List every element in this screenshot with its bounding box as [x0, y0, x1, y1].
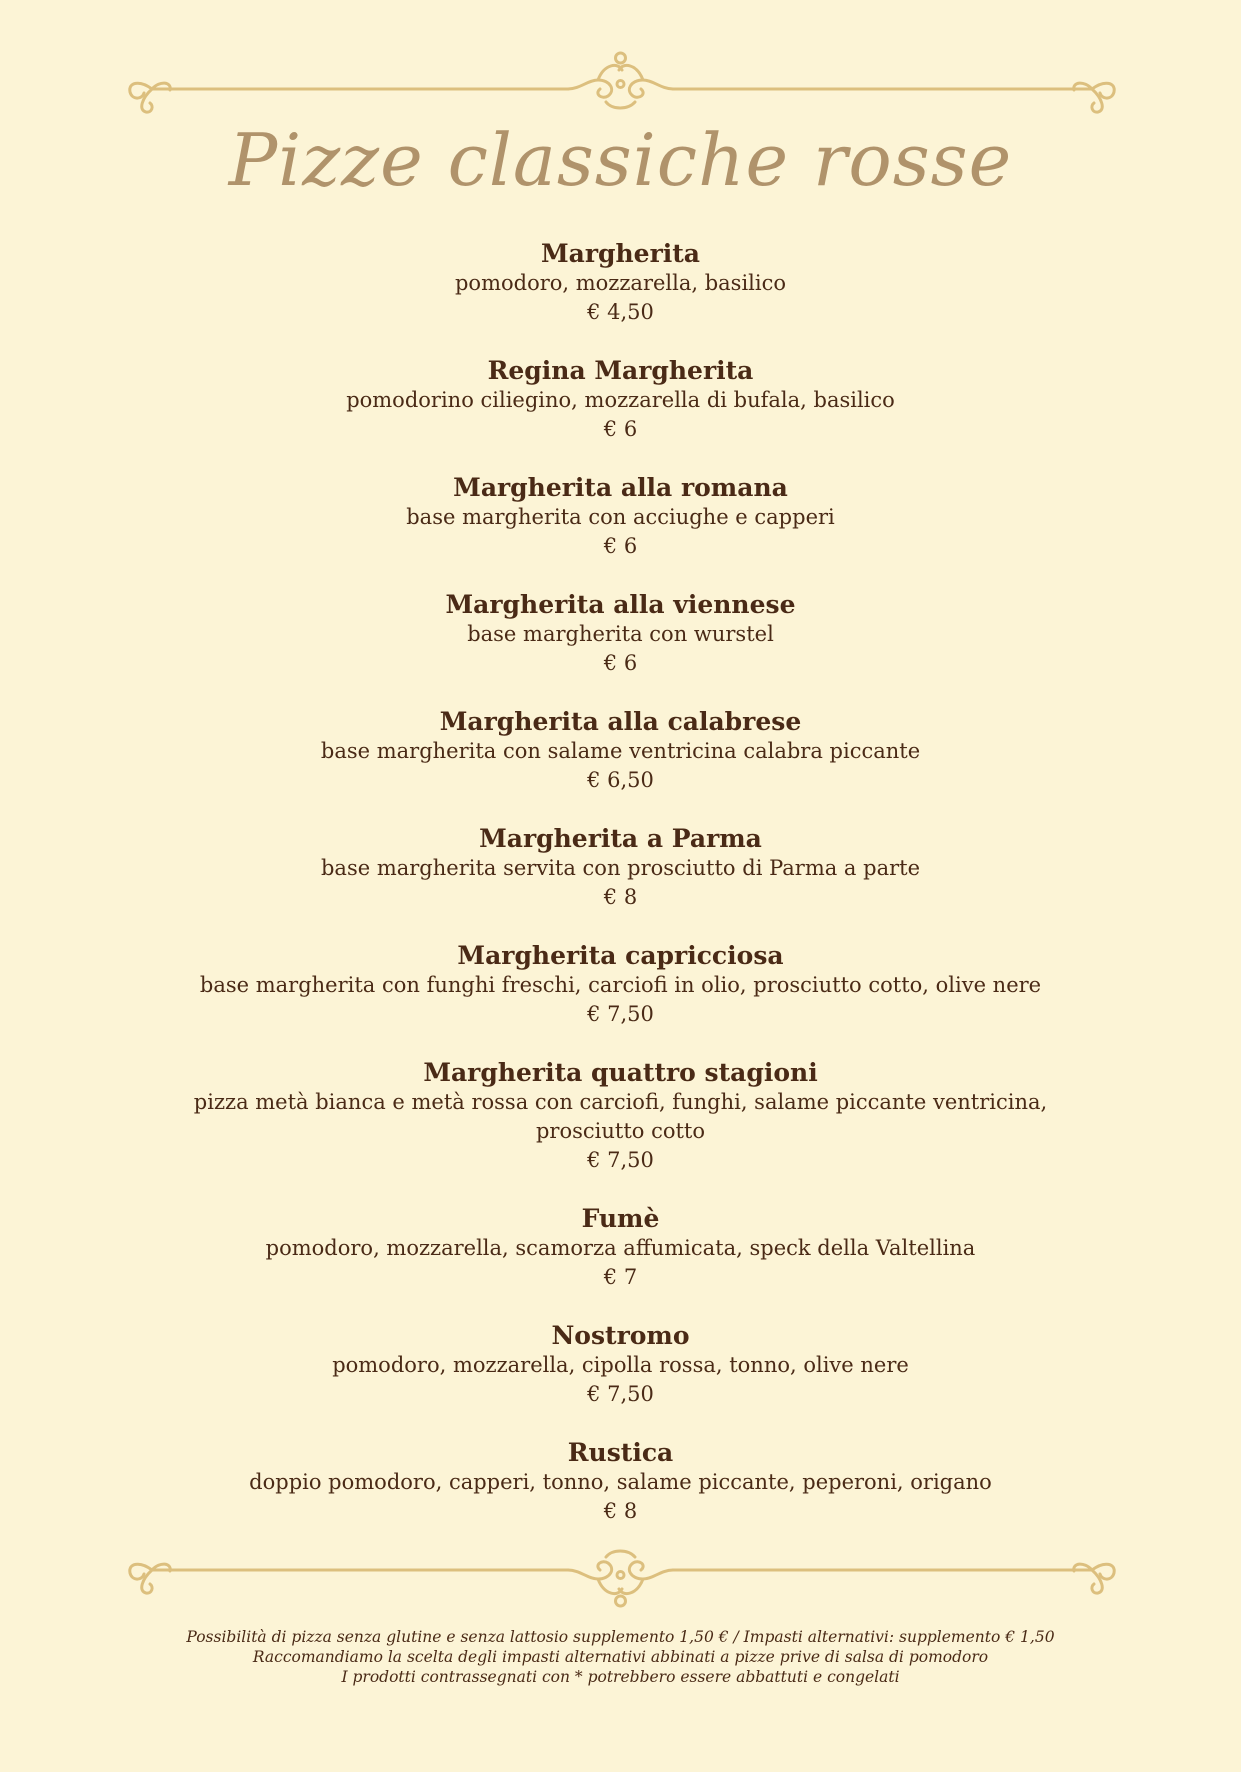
- item-description: pomodoro, mozzarella, cipolla rossa, tonno, olive nere: [332, 1353, 909, 1377]
- footer-note: Raccomandiamo la scelta degli impasti alternativi abbinati a pizze prive di salsa di pomodoro: [252, 1648, 989, 1666]
- item-name: Regina Margherita: [487, 356, 754, 385]
- item-name: Margherita alla viennese: [445, 590, 796, 619]
- item-description: base margherita con acciughe e capperi: [406, 505, 835, 529]
- item-price: € 7,50: [587, 1002, 654, 1026]
- item-price: € 6: [603, 417, 638, 441]
- menu-item: [0, 1437, 1241, 1526]
- item-name: Margherita: [540, 239, 701, 268]
- item-description: base margherita con salame ventricina calabra piccante: [320, 739, 921, 763]
- item-description: base margherita con funghi freschi, carciofi in olio, prosciutto cotto, olive nere: [199, 973, 1042, 997]
- item-price: € 7: [603, 1265, 638, 1289]
- menu-item: [0, 823, 1241, 912]
- scroll-divider-icon: [0, 40, 1241, 130]
- menu-item: [0, 238, 1241, 327]
- item-name: Rustica: [567, 1438, 674, 1467]
- item-name: Nostromo: [551, 1321, 690, 1350]
- footer-note: Possibilità di pizza senza glutine e senza lattosio supplemento 1,50 € / Impasti alternativi: supplemento € 1,50: [186, 1628, 1055, 1646]
- menu-item: [0, 940, 1241, 1029]
- item-description: pomodorino ciliegino, mozzarella di bufala, basilico: [346, 388, 895, 412]
- item-description: pomodoro, mozzarella, scamorza affumicata, speck della Valtellina: [265, 1236, 976, 1260]
- scroll-divider-icon: [0, 1540, 1241, 1630]
- menu-item: [0, 472, 1241, 561]
- footer-note: I prodotti contrassegnati con * potrebbero essere abbattuti e congelati: [341, 1668, 900, 1686]
- menu-item: [0, 1320, 1241, 1409]
- menu-item: [0, 706, 1241, 795]
- item-price: € 7,50: [587, 1148, 654, 1172]
- item-description: pomodoro, mozzarella, basilico: [454, 271, 787, 295]
- item-description: pizza metà bianca e metà rossa con carciofi, funghi, salame piccante ventricina, prosciutto cotto: [193, 1090, 1048, 1143]
- menu-item: [0, 355, 1241, 444]
- item-name: Fumè: [581, 1204, 660, 1233]
- menu-item: [0, 589, 1241, 678]
- item-name: Margherita a Parma: [479, 824, 762, 853]
- item-description: base margherita con wurstel: [467, 622, 774, 646]
- menu-list: [0, 238, 1241, 1554]
- item-price: € 4,50: [587, 300, 654, 324]
- item-price: € 6: [603, 651, 638, 675]
- item-name: Margherita quattro stagioni: [423, 1058, 818, 1087]
- item-name: Margherita capricciosa: [457, 941, 784, 970]
- item-description: base margherita servita con prosciutto di Parma a parte: [320, 856, 920, 880]
- item-price: € 8: [603, 885, 638, 909]
- item-price: € 7,50: [587, 1382, 654, 1406]
- menu-item: [0, 1203, 1241, 1292]
- menu-item: [0, 1057, 1241, 1175]
- page-title: Pizze classiche rosse: [228, 118, 1013, 202]
- item-price: € 6,50: [587, 768, 654, 792]
- item-price: € 8: [603, 1499, 638, 1523]
- footer-notes: [0, 1627, 1241, 1687]
- item-name: Margherita alla romana: [453, 473, 788, 502]
- item-price: € 6: [603, 534, 638, 558]
- item-name: Margherita alla calabrese: [439, 707, 802, 736]
- item-description: doppio pomodoro, capperi, tonno, salame piccante, peperoni, origano: [249, 1470, 992, 1494]
